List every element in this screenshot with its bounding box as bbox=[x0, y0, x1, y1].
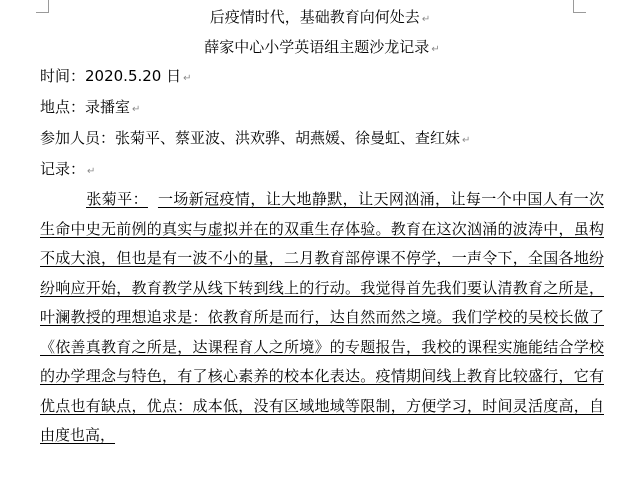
paragraph-mark-icon: ↵ bbox=[183, 73, 192, 84]
paragraph-mark-icon: ↵ bbox=[431, 44, 440, 55]
meeting-participants bbox=[40, 127, 470, 152]
document-subtitle bbox=[0, 36, 620, 61]
meeting-participants-text: 参加人员：张菊平、蔡亚波、洪欢骅、胡燕媛、徐曼虹、查红妹 bbox=[40, 129, 461, 147]
record-paragraph-text: 一场新冠疫情，让大地静默，让天网汹涌，让每一个中国人有一次生命中史无前例的真实与虚拟并在的双重生存体验。教育在这次汹涌的波涛中，虽构不成大浪，但也是有一波不小的量，二月教育部停课不停学，一声令下，全国各地纷纷响应开始，教育教学从线下转到线上的行动。我觉得首先我们要认清教育之所是，叶澜教授的理想追求是：依教育所是而行，达自然而然之境。我们学校的吴校长做了《依善真教育之所是，达课程育人之所境》的专题报告，我校的课程实施能结合学校的办学理念与特色，有了核心素养的校本化表达。疫情期间线上教育比较盛行，它有优点也有缺点，优点：成本低，没有区域地域等限制，方便学习，时间灵活度高，自由度也高， bbox=[40, 190, 604, 444]
record-paragraph bbox=[40, 185, 604, 451]
meeting-time-text: 时间：2020.5.20 日 bbox=[40, 67, 182, 85]
paragraph-mark-icon: ↵ bbox=[87, 166, 96, 177]
record-label bbox=[40, 158, 95, 183]
speaker-name: 张菊平： bbox=[86, 190, 148, 208]
record-label-text: 记录： bbox=[40, 160, 86, 178]
meeting-time bbox=[40, 65, 192, 90]
document-title bbox=[0, 6, 620, 31]
paragraph-mark-icon: ↵ bbox=[421, 14, 431, 25]
meeting-place bbox=[40, 96, 140, 121]
paragraph-mark-icon: ↵ bbox=[132, 104, 141, 115]
document-subtitle-text: 薛家中心小学英语组主题沙龙记录 bbox=[204, 38, 430, 56]
paragraph-mark-icon: ↵ bbox=[462, 135, 471, 146]
meeting-place-text: 地点：录播室 bbox=[40, 98, 131, 116]
document-title-text: 后疫情时代，基础教育向何处去 bbox=[209, 8, 420, 26]
